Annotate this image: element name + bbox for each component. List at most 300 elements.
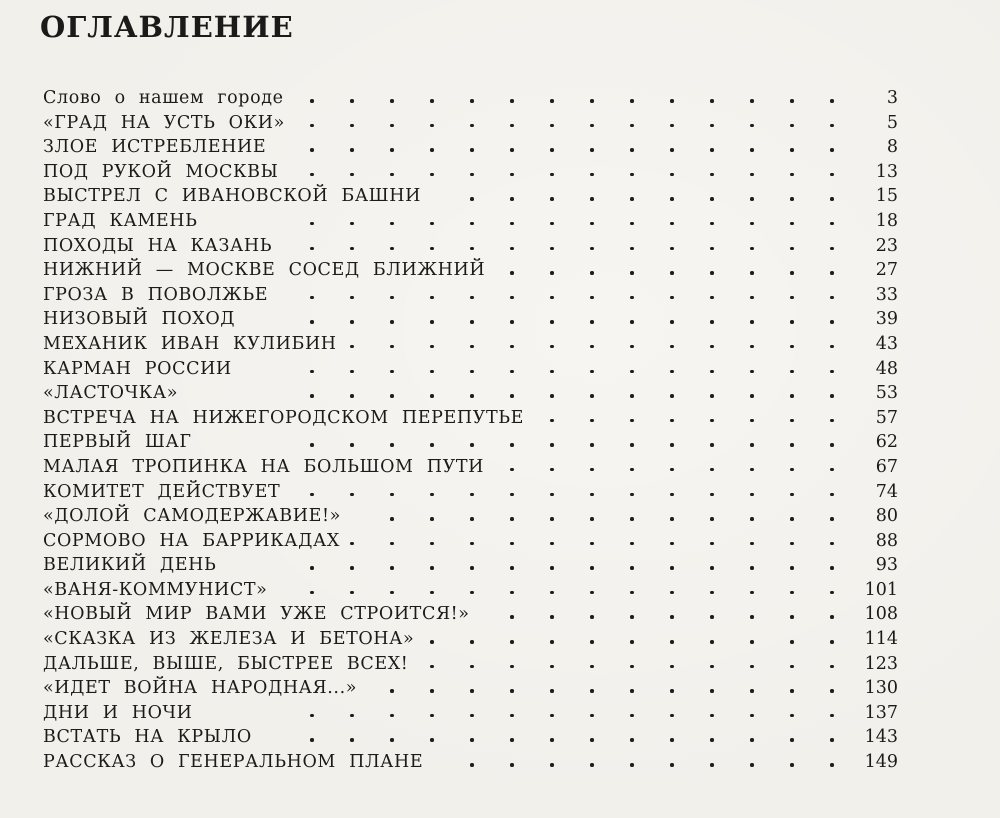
leader-dot: [670, 763, 674, 767]
leader-dot: [750, 370, 754, 374]
leader-dot: [390, 124, 394, 128]
toc-entry-title: МЕХАНИК ИВАН КУЛИБИН: [43, 333, 337, 354]
leader-dot: [390, 247, 394, 251]
leader-dot: [750, 763, 754, 767]
toc-entry-page-number: 8: [886, 137, 898, 158]
toc-entry-page-number: 39: [875, 309, 898, 330]
leader-dot: [670, 197, 674, 201]
leader-dot: [630, 394, 634, 398]
toc-entry[interactable]: [43, 725, 898, 750]
leader-dot: [790, 591, 794, 595]
leader-dot: [550, 542, 554, 546]
leader-dot: [350, 345, 354, 349]
leader-dot: [350, 370, 354, 374]
leader-dot: [750, 566, 754, 570]
leader-dot: [670, 468, 674, 472]
leader-dot: [670, 665, 674, 669]
leader-dot: [790, 517, 794, 521]
leader-dot: [790, 615, 794, 619]
leader-dot: [790, 124, 794, 128]
leader-dot: [550, 591, 554, 595]
toc-entry-page-number: 101: [864, 579, 898, 600]
leader-dot: [310, 148, 314, 152]
toc-entry[interactable]: [43, 529, 898, 554]
leader-dot: [630, 517, 634, 521]
leader-dot: [750, 665, 754, 669]
toc-entry[interactable]: [43, 553, 898, 578]
leader-dot: [790, 738, 794, 742]
leader-dot: [790, 493, 794, 497]
toc-entry-page-number: 53: [875, 383, 898, 404]
leader-dot: [590, 148, 594, 152]
leader-dot: [790, 247, 794, 251]
leader-dot: [790, 99, 794, 103]
toc-entry-page-number: 123: [864, 653, 898, 674]
toc-entry[interactable]: [43, 307, 898, 332]
toc-entry[interactable]: [43, 455, 898, 480]
leader-dot: [470, 493, 474, 497]
leader-dot: [630, 148, 634, 152]
leader-dot: [630, 320, 634, 324]
leader-dot: [470, 763, 474, 767]
leader-dot: [430, 173, 434, 177]
toc-entry-title: ГРАД КАМЕНЬ: [43, 210, 198, 231]
leader-dot: [670, 517, 674, 521]
leader-dot: [710, 738, 714, 742]
leader-dot: [670, 296, 674, 300]
leader-dot: [710, 247, 714, 251]
leader-dot: [710, 345, 714, 349]
toc-entry[interactable]: [43, 750, 898, 775]
leader-dot: [390, 493, 394, 497]
leader-dot: [790, 197, 794, 201]
toc-entry-page-number: 137: [864, 702, 898, 723]
leader-dot: [670, 370, 674, 374]
leader-dot: [550, 345, 554, 349]
leader-dot: [430, 738, 434, 742]
leader-dot: [750, 247, 754, 251]
leader-dot: [750, 148, 754, 152]
leader-dot: [590, 591, 594, 595]
leader-dot: [670, 394, 674, 398]
leader-dot: [670, 542, 674, 546]
leader-dot: [750, 615, 754, 619]
leader-dot: [710, 665, 714, 669]
leader-dot: [350, 320, 354, 324]
leader-dot: [390, 296, 394, 300]
toc-entry[interactable]: [43, 652, 898, 677]
leader-dot: [790, 271, 794, 275]
leader-dot: [750, 296, 754, 300]
page-title: ОГЛАВЛЕНИЕ: [40, 10, 294, 44]
leader-dot: [830, 714, 834, 718]
table-of-contents: [43, 86, 898, 775]
leader-dot: [750, 542, 754, 546]
leader-dot: [510, 247, 514, 251]
leader-dot: [550, 148, 554, 152]
leader-dot: [510, 542, 514, 546]
leader-dot: [750, 591, 754, 595]
leader-dot: [750, 345, 754, 349]
leader-dot: [630, 763, 634, 767]
toc-entry[interactable]: [43, 135, 898, 160]
leader-dot: [750, 271, 754, 275]
toc-entry-title: МАЛАЯ ТРОПИНКА НА БОЛЬШОМ ПУТИ: [43, 456, 484, 477]
leader-dot: [590, 345, 594, 349]
leader-dot: [670, 493, 674, 497]
toc-entry[interactable]: [43, 160, 898, 185]
leader-dot: [550, 689, 554, 693]
toc-entry-page-number: 13: [875, 161, 898, 182]
toc-entry-title: КАРМАН РОССИИ: [43, 358, 232, 379]
toc-entry-page-number: 48: [875, 358, 898, 379]
toc-entry[interactable]: [43, 258, 898, 283]
leader-dot: [550, 493, 554, 497]
leader-dot: [510, 370, 514, 374]
leader-dot: [550, 124, 554, 128]
leader-dot: [750, 197, 754, 201]
leader-dot: [470, 542, 474, 546]
toc-entry-title: КОМИТЕТ ДЕЙСТВУЕТ: [43, 481, 281, 502]
leader-dot: [790, 665, 794, 669]
leader-dot: [630, 345, 634, 349]
toc-entry[interactable]: [43, 627, 898, 652]
leader-dot: [470, 320, 474, 324]
leader-dot: [550, 197, 554, 201]
leader-dot: [550, 222, 554, 226]
leader-dot: [710, 493, 714, 497]
toc-entry[interactable]: [43, 676, 898, 701]
leader-dot: [830, 419, 834, 423]
leader-dot: [830, 148, 834, 152]
leader-dot: [510, 591, 514, 595]
leader-dot: [630, 271, 634, 275]
leader-dot: [630, 542, 634, 546]
leader-dot: [830, 124, 834, 128]
toc-entry[interactable]: [43, 701, 898, 726]
leader-dot: [470, 591, 474, 595]
leader-dot: [590, 493, 594, 497]
leader-dot: [830, 247, 834, 251]
leader-dot: [590, 714, 594, 718]
leader-dot: [750, 173, 754, 177]
leader-dot: [390, 320, 394, 324]
toc-entry-title: ПЕРВЫЙ ШАГ: [43, 432, 192, 453]
leader-dot: [510, 173, 514, 177]
leader-dot: [430, 222, 434, 226]
leader-dot: [430, 443, 434, 447]
leader-dot: [790, 443, 794, 447]
leader-dot: [790, 566, 794, 570]
toc-entry[interactable]: [43, 602, 898, 627]
toc-entry[interactable]: [43, 111, 898, 136]
leader-dot: [710, 320, 714, 324]
leader-dot: [390, 738, 394, 742]
leader-dot: [430, 542, 434, 546]
toc-entry[interactable]: [43, 283, 898, 308]
leader-dot: [830, 443, 834, 447]
leader-dot: [310, 714, 314, 718]
leader-dot: [670, 320, 674, 324]
toc-entry[interactable]: [43, 430, 898, 455]
leader-dot: [430, 665, 434, 669]
leader-dot: [390, 173, 394, 177]
leader-dot: [470, 222, 474, 226]
leader-dot: [670, 148, 674, 152]
leader-dot: [830, 173, 834, 177]
leader-dot: [310, 566, 314, 570]
leader-dot: [510, 296, 514, 300]
leader-dot: [750, 419, 754, 423]
leader-dot: [630, 665, 634, 669]
leader-dot: [510, 738, 514, 742]
leader-dot: [750, 640, 754, 644]
toc-entry[interactable]: [43, 381, 898, 406]
leader-dot: [630, 566, 634, 570]
toc-entry[interactable]: [43, 578, 898, 603]
leader-dot: [670, 222, 674, 226]
leader-dot: [470, 296, 474, 300]
leader-dot: [390, 99, 394, 103]
leader-dot: [790, 542, 794, 546]
leader-dot: [510, 197, 514, 201]
leader-dot: [310, 591, 314, 595]
leader-dot: [830, 197, 834, 201]
toc-entry-page-number: 5: [886, 112, 898, 133]
leader-dot: [710, 370, 714, 374]
leader-dot: [510, 714, 514, 718]
leader-dot: [350, 247, 354, 251]
leader-dot: [630, 493, 634, 497]
leader-dot: [510, 689, 514, 693]
leader-dot: [630, 173, 634, 177]
leader-dot: [830, 468, 834, 472]
leader-dot: [310, 320, 314, 324]
leader-dot: [790, 468, 794, 472]
leader-dot: [310, 738, 314, 742]
leader-dot: [550, 320, 554, 324]
leader-dot: [630, 591, 634, 595]
leader-dot: [390, 148, 394, 152]
leader-dot: [790, 148, 794, 152]
leader-dot: [550, 99, 554, 103]
toc-entry-page-number: 114: [864, 629, 898, 650]
leader-dot: [790, 320, 794, 324]
toc-entry-page-number: 33: [875, 284, 898, 305]
leader-dot: [830, 320, 834, 324]
leader-dot: [710, 394, 714, 398]
leader-dot: [390, 370, 394, 374]
leader-dot: [830, 222, 834, 226]
leader-dot: [630, 640, 634, 644]
leader-dot: [670, 443, 674, 447]
toc-entry[interactable]: [43, 480, 898, 505]
leader-dot: [350, 542, 354, 546]
toc-entry-page-number: 62: [875, 432, 898, 453]
toc-entry-title: «НОВЫЙ МИР ВАМИ УЖЕ СТРОИТСЯ!»: [43, 604, 470, 625]
leader-dot: [630, 222, 634, 226]
leader-dot: [710, 296, 714, 300]
leader-dot: [470, 247, 474, 251]
leader-dot: [590, 320, 594, 324]
leader-dot: [550, 738, 554, 742]
leader-dot: [630, 419, 634, 423]
toc-entry-title: ВЕЛИКИЙ ДЕНЬ: [43, 555, 217, 576]
leader-dot: [470, 566, 474, 570]
leader-dot: [590, 419, 594, 423]
leader-dot: [510, 615, 514, 619]
leader-dot: [830, 763, 834, 767]
leader-dot: [590, 517, 594, 521]
leader-dot: [630, 738, 634, 742]
leader-dot: [590, 763, 594, 767]
leader-dot: [750, 689, 754, 693]
leader-dot: [510, 665, 514, 669]
toc-entry-title: ДНИ И НОЧИ: [43, 702, 193, 723]
leader-dot: [830, 665, 834, 669]
leader-dot: [550, 394, 554, 398]
leader-dot: [590, 640, 594, 644]
leader-dot: [430, 296, 434, 300]
toc-entry-title: «ЛАСТОЧКА»: [43, 383, 179, 404]
leader-dot: [430, 394, 434, 398]
toc-entry-page-number: 43: [875, 333, 898, 354]
leader-dot: [710, 148, 714, 152]
toc-entry[interactable]: [43, 332, 898, 357]
leader-dot: [710, 443, 714, 447]
toc-entry[interactable]: [43, 234, 898, 259]
leader-dot: [470, 345, 474, 349]
leader-dot: [750, 394, 754, 398]
leader-dot: [430, 493, 434, 497]
toc-entry-page-number: 149: [864, 752, 898, 773]
leader-dot: [830, 517, 834, 521]
leader-dot: [710, 517, 714, 521]
leader-dot: [350, 99, 354, 103]
leader-dot: [590, 542, 594, 546]
leader-dot: [430, 370, 434, 374]
leader-dot: [470, 738, 474, 742]
leader-dot: [430, 124, 434, 128]
leader-dot: [670, 247, 674, 251]
leader-dot: [310, 493, 314, 497]
toc-entry-title: ВСТАТЬ НА КРЫЛО: [43, 727, 252, 748]
leader-dot: [630, 615, 634, 619]
leader-dot: [470, 370, 474, 374]
leader-dot: [430, 148, 434, 152]
leader-dot: [830, 566, 834, 570]
leader-dot: [430, 247, 434, 251]
toc-entry[interactable]: [43, 86, 898, 111]
toc-entry-title: ЗЛОЕ ИСТРЕБЛЕНИЕ: [43, 137, 267, 158]
toc-entry-title: «СКАЗКА ИЗ ЖЕЛЕЗА И БЕТОНА»: [43, 629, 415, 650]
leader-dot: [710, 222, 714, 226]
toc-entry-title: ВЫСТРЕЛ С ИВАНОВСКОЙ БАШНИ: [43, 186, 421, 207]
leader-dot: [430, 591, 434, 595]
leader-dot: [430, 714, 434, 718]
toc-entry-title: ГРОЗА В ПОВОЛЖЬЕ: [43, 284, 269, 305]
leader-dot: [510, 345, 514, 349]
leader-dot: [750, 517, 754, 521]
leader-dot: [790, 640, 794, 644]
leader-dot: [670, 345, 674, 349]
leader-dot: [710, 419, 714, 423]
leader-dot: [670, 615, 674, 619]
leader-dot: [430, 320, 434, 324]
leader-dot: [710, 640, 714, 644]
leader-dot: [430, 640, 434, 644]
leader-dot: [510, 640, 514, 644]
toc-entry[interactable]: [43, 504, 898, 529]
leader-dot: [350, 443, 354, 447]
leader-dot: [830, 640, 834, 644]
toc-entry[interactable]: [43, 406, 898, 431]
leader-dot: [710, 714, 714, 718]
leader-dot: [750, 124, 754, 128]
toc-entry-title: «ДОЛОЙ САМОДЕРЖАВИЕ!»: [43, 506, 341, 527]
leader-dot: [710, 197, 714, 201]
leader-dot: [510, 222, 514, 226]
leader-dot: [550, 370, 554, 374]
leader-dot: [510, 148, 514, 152]
leader-dot: [470, 394, 474, 398]
leader-dot: [430, 566, 434, 570]
leader-dot: [590, 468, 594, 472]
leader-dot: [670, 124, 674, 128]
leader-dot: [470, 124, 474, 128]
leader-dot: [630, 197, 634, 201]
toc-entry[interactable]: [43, 184, 898, 209]
toc-entry-page-number: 57: [875, 407, 898, 428]
leader-dot: [710, 542, 714, 546]
leader-dot: [350, 296, 354, 300]
toc-entry-page-number: 23: [875, 235, 898, 256]
leader-dot: [670, 738, 674, 742]
leader-dot: [510, 468, 514, 472]
leader-dot: [750, 714, 754, 718]
leader-dot: [470, 665, 474, 669]
toc-entry-page-number: 3: [886, 88, 898, 108]
leader-dot: [590, 173, 594, 177]
toc-entry[interactable]: [43, 357, 898, 382]
leader-dot: [390, 542, 394, 546]
leader-dot: [590, 394, 594, 398]
toc-entry-title: РАССКАЗ О ГЕНЕРАЛЬНОМ ПЛАНЕ: [43, 752, 424, 773]
leader-dot: [790, 419, 794, 423]
leader-dot: [630, 443, 634, 447]
leader-dot: [830, 394, 834, 398]
leader-dot: [750, 493, 754, 497]
leader-dot: [790, 222, 794, 226]
leader-dot: [350, 124, 354, 128]
toc-entry[interactable]: [43, 209, 898, 234]
leader-dot: [510, 394, 514, 398]
leader-dot: [750, 99, 754, 103]
toc-entry-title: «ГРАД НА УСТЬ ОКИ»: [43, 112, 285, 133]
toc-entry-title: СОРМОВО НА БАРРИКАДАХ: [43, 530, 340, 551]
leader-dot: [510, 566, 514, 570]
leader-dot: [350, 714, 354, 718]
leader-dot: [390, 517, 394, 521]
leader-dot: [830, 370, 834, 374]
leader-dot: [470, 197, 474, 201]
leader-dot: [550, 714, 554, 718]
leader-dot: [830, 99, 834, 103]
leader-dot: [390, 566, 394, 570]
leader-dot: [510, 320, 514, 324]
leader-dot: [510, 443, 514, 447]
leader-dot: [550, 468, 554, 472]
